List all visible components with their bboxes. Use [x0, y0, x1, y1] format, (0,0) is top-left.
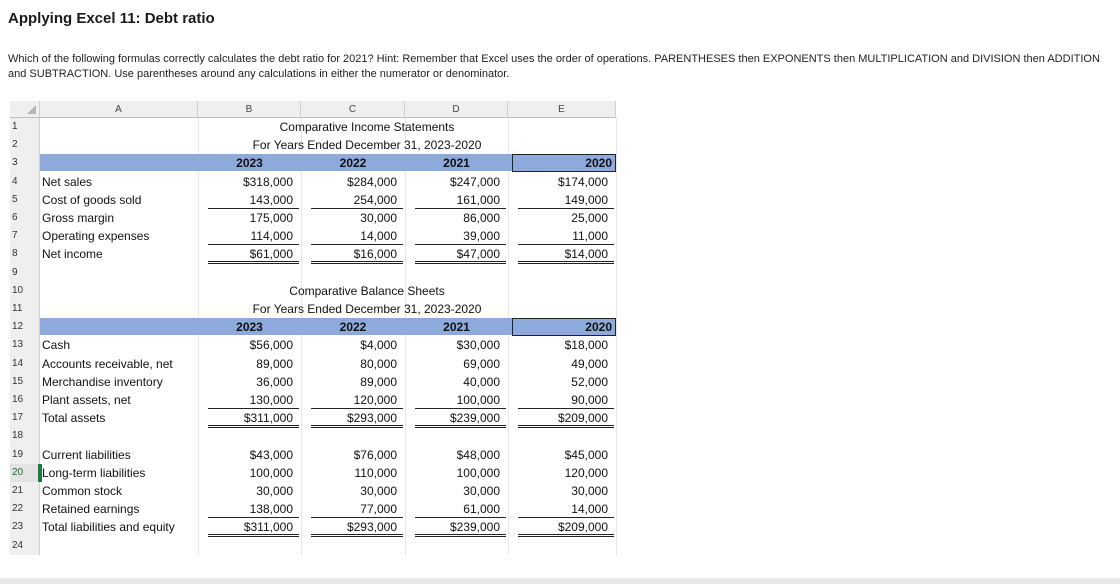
value-cell[interactable]: $45,000	[564, 447, 608, 462]
active-cell-marker	[40, 464, 42, 482]
row-header-17[interactable]: 17	[10, 409, 40, 427]
value-cell[interactable]: 39,000	[463, 229, 500, 244]
row-header-21[interactable]: 21	[10, 482, 40, 500]
row-header-4[interactable]: 4	[10, 173, 40, 191]
row-label[interactable]: Gross margin	[42, 211, 115, 225]
value-cell[interactable]: 100,000	[456, 393, 500, 407]
value-cell[interactable]: 114,000	[250, 229, 293, 244]
column-header-a[interactable]: A	[40, 101, 198, 118]
value-cell[interactable]: 86,000	[463, 211, 500, 225]
value-cell[interactable]: 89,000	[360, 374, 397, 389]
balance-subtitle[interactable]: For Years Ended December 31, 2023-2020	[252, 302, 482, 316]
value-cell[interactable]: 120,000	[353, 393, 397, 407]
value-cell[interactable]: 80,000	[360, 356, 397, 371]
year-header[interactable]: 2022	[339, 320, 367, 335]
column-header-c[interactable]: C	[301, 101, 405, 118]
underline	[208, 244, 299, 245]
row-label[interactable]: Net income	[42, 247, 103, 262]
row-label[interactable]: Retained earnings	[42, 502, 140, 517]
row-label[interactable]: Plant assets, net	[42, 393, 131, 407]
value-cell[interactable]: 100,000	[249, 465, 293, 480]
value-cell[interactable]: $311,000	[243, 520, 293, 535]
underline	[518, 244, 614, 245]
row-header-11[interactable]: 11	[10, 300, 40, 318]
value-cell[interactable]: $56,000	[249, 338, 293, 353]
double-underline	[415, 534, 506, 537]
value-cell[interactable]: 77,000	[360, 502, 397, 517]
value-cell[interactable]: 61,000	[463, 502, 500, 517]
value-cell[interactable]: 40,000	[463, 374, 500, 389]
row-header-2[interactable]: 2	[10, 136, 40, 154]
value-cell[interactable]: 11,000	[572, 229, 608, 244]
row-header-15[interactable]: 15	[10, 373, 40, 391]
value-cell[interactable]: $14,000	[564, 247, 608, 262]
value-cell[interactable]: $284,000	[346, 174, 397, 189]
value-cell[interactable]: 14,000	[360, 229, 397, 244]
double-underline	[518, 534, 614, 537]
value-cell[interactable]: $174,000	[557, 174, 608, 189]
column-header-e[interactable]: E	[508, 101, 616, 118]
value-cell[interactable]: $209,000	[557, 520, 608, 535]
value-cell[interactable]: 30,000	[360, 211, 397, 225]
column-header-b[interactable]: B	[198, 101, 301, 118]
underline	[208, 517, 299, 518]
value-cell[interactable]: 138,000	[249, 502, 293, 517]
row-header-6[interactable]: 6	[10, 209, 40, 227]
row-header-24[interactable]: 24	[10, 537, 40, 555]
value-cell[interactable]: $293,000	[346, 520, 397, 535]
value-cell[interactable]: $239,000	[449, 520, 500, 535]
double-underline	[208, 261, 299, 264]
double-underline	[208, 425, 299, 428]
value-cell[interactable]: $311,000	[243, 411, 293, 426]
row-header-1[interactable]: 1	[10, 118, 40, 136]
value-cell[interactable]: 254,000	[353, 192, 397, 207]
value-cell[interactable]: $209,000	[557, 411, 608, 426]
spreadsheet	[10, 101, 616, 561]
row-label[interactable]: Current liabilities	[42, 447, 131, 462]
row-header-16[interactable]: 16	[10, 391, 40, 409]
row-label[interactable]: Common stock	[42, 484, 123, 498]
double-underline	[415, 261, 506, 264]
row-header-14[interactable]: 14	[10, 355, 40, 373]
row-label[interactable]: Net sales	[42, 174, 93, 189]
row-header-5[interactable]: 5	[10, 191, 40, 209]
value-cell[interactable]: 161,000	[456, 192, 500, 207]
value-cell[interactable]: 175,000	[249, 211, 293, 225]
row-label[interactable]: Operating expenses	[42, 229, 150, 244]
underline	[311, 208, 403, 209]
double-underline	[208, 534, 299, 537]
value-cell[interactable]: 110,000	[354, 465, 397, 480]
year-header[interactable]: 2022	[339, 156, 367, 171]
row-header-19[interactable]: 19	[10, 446, 40, 464]
value-cell[interactable]: 100,000	[456, 465, 500, 480]
underline	[415, 408, 506, 409]
value-cell[interactable]: 36,000	[256, 374, 293, 389]
year-header[interactable]: 2023	[236, 320, 263, 335]
value-cell[interactable]: 30,000	[360, 484, 397, 498]
row-label[interactable]: Total liabilities and equity	[42, 520, 175, 535]
underline	[311, 408, 403, 409]
value-cell[interactable]: $76,000	[353, 447, 397, 462]
double-underline	[518, 425, 614, 428]
underline	[518, 517, 614, 518]
select-all-corner[interactable]	[10, 101, 40, 118]
row-header-13[interactable]: 13	[10, 336, 40, 354]
income-subtitle[interactable]: For Years Ended December 31, 2023-2020	[252, 138, 482, 153]
value-cell[interactable]: 149,000	[564, 192, 608, 207]
column-header-d[interactable]: D	[405, 101, 508, 118]
gridline-vertical	[616, 118, 617, 555]
value-cell[interactable]: $30,000	[456, 338, 500, 353]
row-header-3[interactable]: 3	[10, 154, 40, 172]
row-label[interactable]: Cost of goods sold	[42, 192, 142, 207]
double-underline	[311, 261, 403, 264]
row-label[interactable]: Merchandise inventory	[42, 374, 163, 389]
double-underline	[415, 425, 506, 428]
double-underline	[518, 261, 614, 264]
underline	[518, 208, 614, 209]
row-header-22[interactable]: 22	[10, 500, 40, 518]
row-header-9[interactable]: 9	[10, 264, 40, 282]
value-cell[interactable]: 14,000	[571, 502, 608, 517]
year-2020-border	[512, 154, 616, 172]
year-header[interactable]: 2020	[585, 320, 612, 335]
underline	[415, 208, 506, 209]
value-cell[interactable]: $4,000	[360, 338, 397, 353]
income-title[interactable]: Comparative Income Statements	[279, 120, 455, 134]
underline	[311, 517, 403, 518]
row-label[interactable]: Cash	[42, 338, 71, 353]
year-header[interactable]: 2023	[236, 156, 263, 171]
year-header[interactable]: 2020	[585, 156, 612, 171]
question-text: Which of the following formulas correctly calculates the debt ratio for 2021? Hint: Remember that Excel uses the order of operations. PARENTHESES then EXPONENTS then MULTIPLICATION and DIVISION then ADDITION and SUBTRACTION. Use parentheses around any calculations in either the numerator or denominator.	[8, 53, 1100, 80]
bottom-scroll-area	[0, 578, 1120, 584]
double-underline	[311, 534, 403, 537]
value-cell[interactable]: 69,000	[463, 356, 500, 371]
row-label[interactable]: Total assets	[42, 411, 106, 426]
value-cell[interactable]: 120,000	[564, 465, 608, 480]
row-header-10[interactable]: 10	[10, 282, 40, 300]
select-all-triangle-icon	[27, 105, 36, 114]
value-cell[interactable]: 90,000	[571, 393, 608, 407]
row-header-20[interactable]: 20	[10, 464, 40, 482]
value-cell[interactable]: 25,000	[571, 211, 608, 225]
underline	[208, 208, 299, 209]
row-label[interactable]: Accounts receivable, net	[42, 356, 173, 371]
value-cell[interactable]: 49,000	[571, 356, 608, 371]
value-cell[interactable]: $16,000	[353, 247, 397, 262]
year-header[interactable]: 2021	[443, 156, 470, 171]
value-cell[interactable]: $61,000	[249, 247, 293, 262]
row-header-7[interactable]: 7	[10, 227, 40, 245]
value-cell[interactable]: $293,000	[346, 411, 397, 426]
row-header-8[interactable]: 8	[10, 245, 40, 263]
row-header-12[interactable]: 12	[10, 318, 40, 336]
underline	[311, 244, 403, 245]
value-cell[interactable]: 30,000	[463, 484, 500, 498]
value-cell[interactable]: 52,000	[571, 374, 608, 389]
value-cell[interactable]: $18,000	[564, 338, 608, 353]
value-cell[interactable]: $47,000	[456, 247, 500, 262]
value-cell[interactable]: 30,000	[571, 484, 608, 498]
value-cell[interactable]: 89,000	[256, 356, 293, 371]
value-cell[interactable]: $48,000	[456, 447, 500, 462]
balance-title[interactable]: Comparative Balance Sheets	[289, 283, 445, 298]
double-underline	[311, 425, 403, 428]
value-cell[interactable]: 143,000	[249, 192, 293, 207]
row-label[interactable]: Long-term liabilities	[42, 465, 146, 480]
underline	[415, 244, 506, 245]
underline	[415, 517, 506, 518]
value-cell[interactable]: $239,000	[449, 411, 500, 426]
row-header-18[interactable]: 18	[10, 427, 40, 445]
value-cell[interactable]: $318,000	[242, 174, 293, 189]
value-cell[interactable]: 30,000	[256, 484, 293, 498]
value-cell[interactable]: $43,000	[249, 447, 293, 462]
value-cell[interactable]: 130,000	[249, 393, 293, 407]
value-cell[interactable]: $247,000	[449, 174, 500, 189]
page-title: Applying Excel 11: Debt ratio	[8, 10, 215, 27]
row-header-23[interactable]: 23	[10, 518, 40, 536]
year-2020-border	[512, 318, 616, 336]
year-header[interactable]: 2021	[443, 320, 470, 335]
underline	[208, 408, 299, 409]
underline	[518, 408, 614, 409]
